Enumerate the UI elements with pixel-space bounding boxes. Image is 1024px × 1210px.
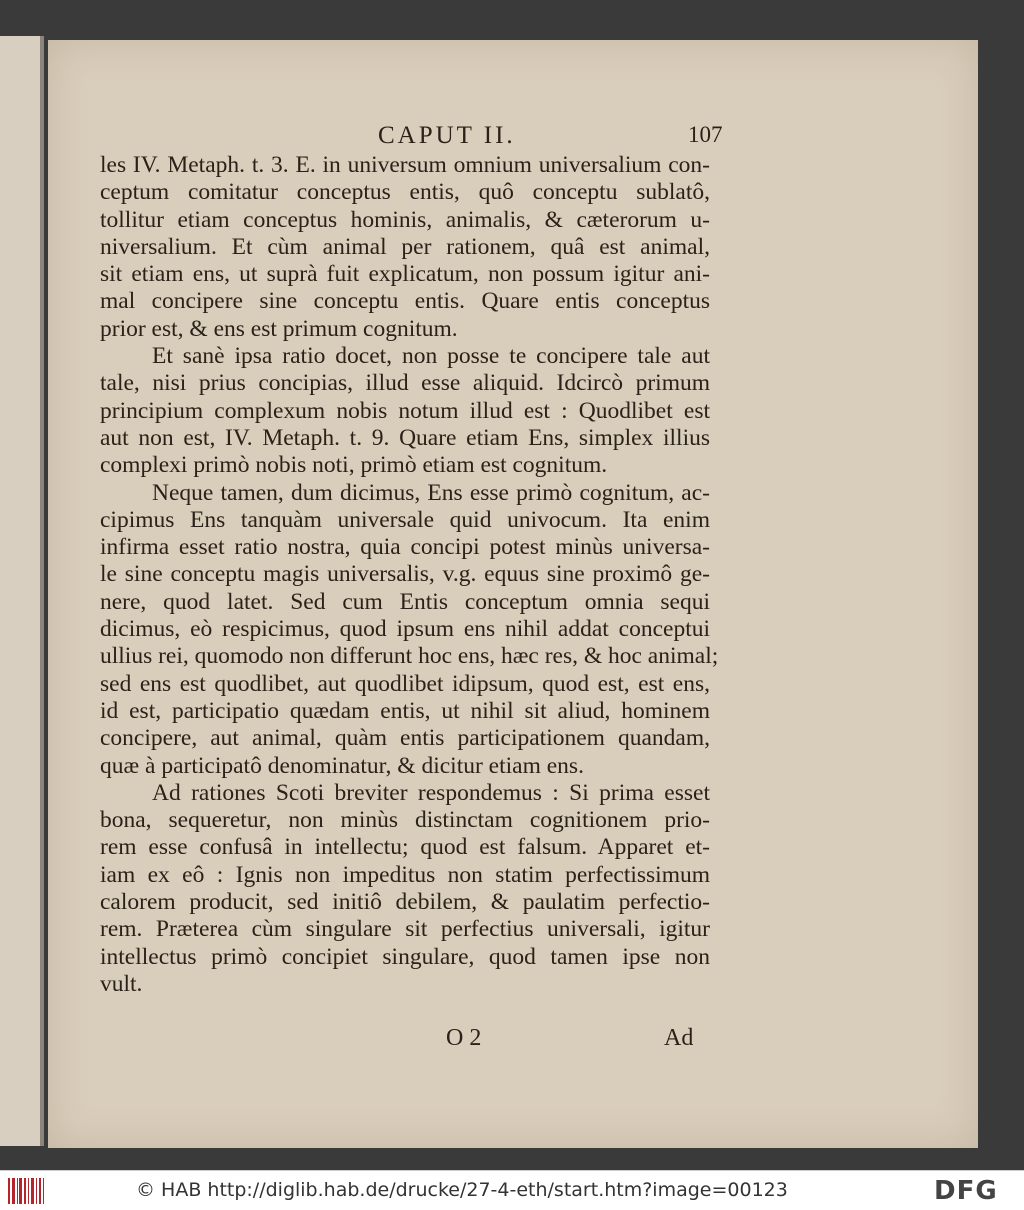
text-line: cipimus Ens tanquàm universale quid univocum. Ita enim — [100, 506, 710, 533]
text-line: prior est, & ens est primum cognitum. — [100, 315, 458, 342]
text-line: ceptum comitatur conceptus entis, quô conceptu sublatô, — [100, 179, 710, 206]
text-line: mal concipere sine conceptu entis. Quare entis conceptus — [100, 288, 710, 315]
text-line: calorem producit, sed initiô debilem, & paulatim perfectio- — [100, 889, 710, 916]
text-line: vult. — [100, 970, 143, 997]
text-line: sed ens est quodlibet, aut quodlibet idipsum, quod est, est ens, — [100, 670, 710, 697]
dfg-logo: DFG — [934, 1176, 998, 1206]
hab-barcode-icon — [8, 1178, 46, 1204]
text-line: complexi primò nobis noti, primò etiam est cognitum. — [100, 452, 608, 479]
text-line: tale, nisi prius concipias, illud esse aliquid. Idcircò primum — [100, 370, 710, 397]
text-line: niversalium. Et cùm animal per rationem, quâ est animal, — [100, 233, 710, 260]
text-line: infirma esset ratio nostra, quia concipi potest minùs universa- — [100, 534, 710, 561]
text-line: bona, sequeretur, non minùs distinctam cognitionem prio- — [100, 807, 710, 834]
text-line: principium complexum nobis notum illud est : Quodlibet est — [100, 397, 710, 424]
text-line: nere, quod latet. Sed cum Entis conceptum omnia sequi — [100, 588, 710, 615]
text-line: Ad rationes Scoti breviter respondemus : Si prima esset — [152, 779, 710, 806]
footer-bar — [0, 1170, 1024, 1210]
text-line: Et sanè ipsa ratio docet, non posse te concipere tale aut — [152, 343, 710, 370]
text-line: tollitur etiam conceptus hominis, animalis, & cæterorum u- — [100, 206, 710, 233]
text-line: sit etiam ens, ut suprà fuit explicatum, non possum igitur ani- — [100, 261, 710, 288]
copyright-link[interactable]: © HAB http://diglib.hab.de/drucke/27-4-eth/start.htm?image=00123 — [136, 1179, 788, 1201]
text-line: concipere, aut animal, quàm entis participationem quandam, — [100, 725, 710, 752]
text-line: quæ à participatô denominatur, & dicitur etiam ens. — [100, 752, 584, 779]
text-line: rem esse confusâ in intellectu; quod est falsum. Apparet et- — [100, 834, 710, 861]
text-line: aut non est, IV. Metaph. t. 9. Quare etiam Ens, simplex illius — [100, 424, 710, 451]
facing-page-edge — [0, 36, 44, 1146]
text-line: iam ex eô : Ignis non impeditus non statim perfectissimum — [100, 861, 710, 888]
text-line: dicimus, eò respicimus, quod ipsum ens nihil addat conceptui — [100, 616, 710, 643]
text-line: le sine conceptu magis universalis, v.g. equus sine proximô ge- — [100, 561, 710, 588]
text-line: ullius rei, quomodo non differunt hoc ens, hæc res, & hoc animal; — [100, 643, 719, 670]
text-line: les IV. Metaph. t. 3. E. in universum omnium universalium con- — [100, 152, 710, 178]
running-head: CAPUT II. — [378, 122, 516, 149]
page-body-text — [100, 152, 719, 998]
page-number: 107 — [688, 122, 723, 147]
signature-mark: O 2 — [446, 1025, 482, 1051]
text-line: intellectus primò concipiet singulare, quod tamen ipse non — [100, 943, 710, 970]
text-line: rem. Præterea cùm singulare sit perfectius universali, igitur — [100, 916, 710, 943]
book-page — [48, 40, 978, 1148]
catchword: Ad — [664, 1025, 694, 1051]
text-line: id est, participatio quædam entis, ut nihil sit aliud, hominem — [100, 697, 710, 724]
text-line: Neque tamen, dum dicimus, Ens esse primò cognitum, ac- — [152, 479, 710, 506]
